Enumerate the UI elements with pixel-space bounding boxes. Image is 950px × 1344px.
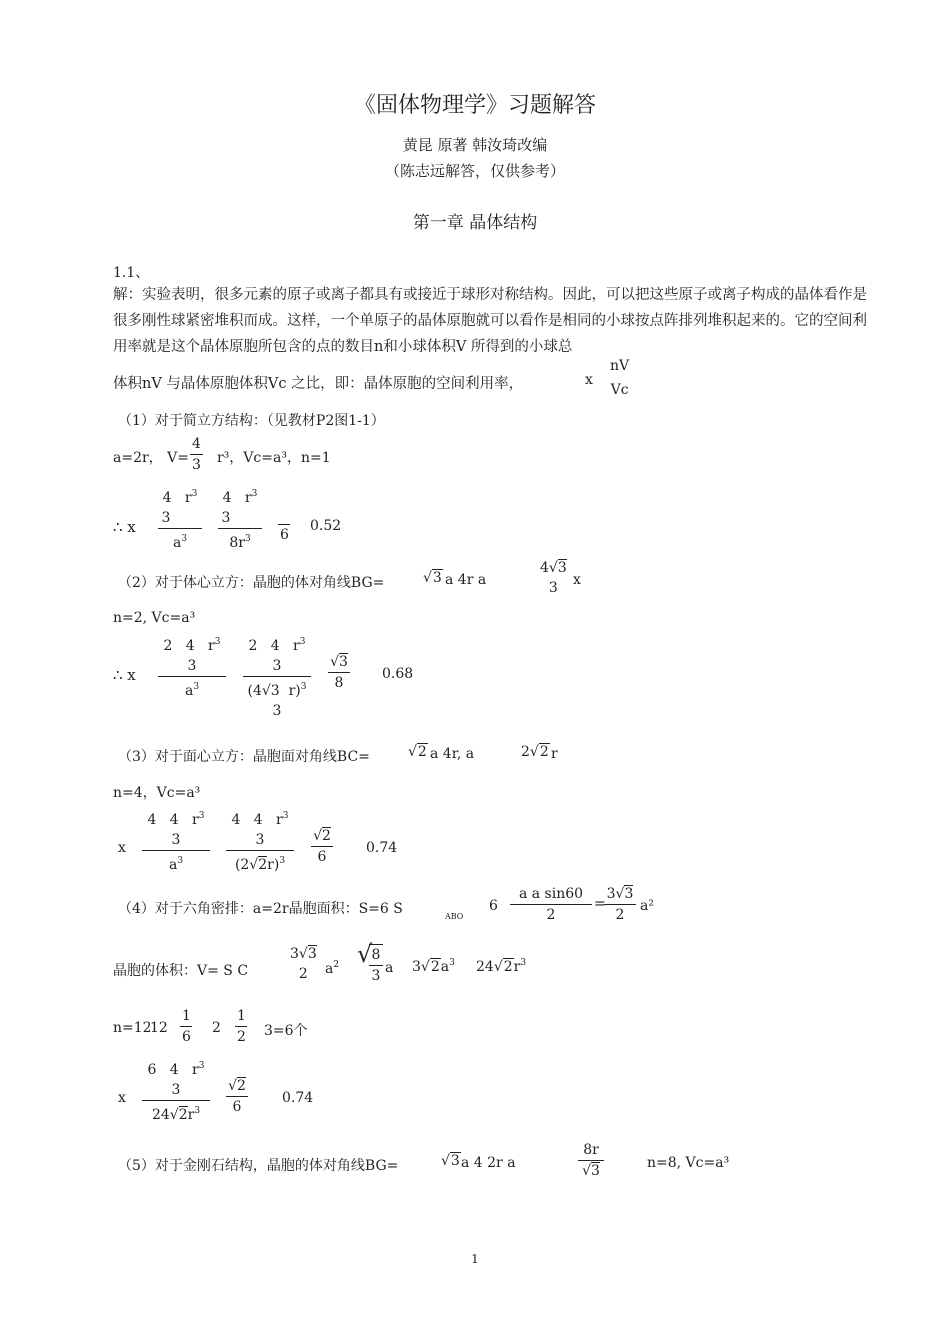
hcp-frac1-num: a a sin60 bbox=[518, 886, 584, 902]
hcp-n-d: 3=6个 bbox=[264, 1023, 308, 1039]
sc-frac3: 6 bbox=[278, 504, 291, 545]
hcp-six: 6 bbox=[489, 898, 498, 914]
hcp-heading: （4）对于六角密排：a=2r晶胞面积：S=6 S bbox=[118, 901, 403, 917]
bcc-frac3: √3 8 bbox=[328, 652, 350, 693]
bcc-heading: （2）对于体心立方：晶胞的体对角线BG= bbox=[118, 575, 385, 591]
hcp-one-half: 1 2 bbox=[237, 1008, 246, 1045]
numerator: nV bbox=[610, 358, 630, 374]
sc-frac1: 4 $r^3$ 3 $a^3$ bbox=[158, 484, 202, 553]
hcp-frac-final1: 6 4 $r^3$ 3 $24√2r^3$ bbox=[142, 1056, 210, 1125]
sc-line1a: a=2r， V= bbox=[113, 450, 189, 466]
hcp-one-sixth: 1 6 bbox=[182, 1008, 191, 1045]
hcp-vol-a2: $a^2$ bbox=[325, 960, 340, 977]
hcp-3sqrt2a3: $3√2a^3$ bbox=[412, 958, 455, 975]
hcp-frac2: 3√3 2 bbox=[604, 884, 636, 925]
problem-intro: 解：实验表明，很多元素的原子或离子都具有或接近于球形对称结构。因此，可以把这些原子或离子构成的晶体看作是很多刚性球紧密堆积而成。这样，一个单原子的晶体原胞就可以看作是相同的小球按点阵排列堆积起来的。它的空间利用率就是这个晶体原胞所包含的点的数目n和小球体积V 所得到的小球总 bbox=[113, 287, 867, 355]
sc-result: 0.52 bbox=[310, 518, 342, 534]
sc-four-thirds: 4 3 bbox=[192, 436, 201, 473]
diamond-frac: 8r √3 bbox=[578, 1140, 604, 1181]
hcp-n-a: n=12 bbox=[113, 1020, 152, 1036]
document-title: 《固体物理学》习题解答 bbox=[353, 93, 596, 118]
sqrt2-fcc: √2 bbox=[408, 744, 427, 760]
bcc-frac1: 2 4 $r^3$ 3 $a^3$ bbox=[158, 632, 226, 701]
two-sqrt2: 2√2 bbox=[521, 744, 549, 760]
hcp-frac1 bbox=[510, 884, 592, 925]
fraction-nV-Vc bbox=[608, 356, 631, 400]
author-note: （陈志远解答，仅供参考） bbox=[384, 162, 565, 180]
bcc-n-line: n=2, Vc=a³ bbox=[113, 610, 196, 626]
hcp-frac1-den: 2 bbox=[546, 907, 556, 923]
denominator: Vc bbox=[610, 382, 629, 398]
hcp-n-c: 2 bbox=[212, 1020, 221, 1036]
hcp-eq: = bbox=[594, 896, 606, 912]
fcc-frac2: 4 4 $r^3$ 3 $(2√2r)^3$ bbox=[226, 806, 294, 875]
diamond-heading-b: a 4 2r a bbox=[461, 1155, 516, 1171]
authors-line: 黄昆 原著 韩汝琦改编 bbox=[402, 136, 548, 154]
problem-number: 1.1、 bbox=[113, 265, 150, 281]
sc-frac2: 4 $r^3$ 3 $8r^3$ bbox=[218, 484, 262, 553]
fcc-heading: （3）对于面心立方：晶胞面对角线BC= bbox=[118, 749, 370, 765]
bcc-frac2: 2 4 $r^3$ 3 (4√3 r)$^3$ 3 bbox=[243, 632, 311, 721]
sc-therefore: ∴ x bbox=[113, 518, 136, 536]
diamond-n-line: n=8, Vc=a³ bbox=[647, 1155, 730, 1171]
sc-heading: （1）对于简立方结构：（见教材P2图1-1） bbox=[118, 413, 385, 429]
hcp-a2: a² bbox=[640, 898, 654, 914]
page-number: 1 bbox=[471, 1252, 479, 1266]
bcc-result: 0.68 bbox=[382, 666, 414, 682]
hcp-24sqrt2r3: $24√2r^3$ bbox=[476, 958, 527, 975]
sqrt3-diamond: √3 bbox=[441, 1153, 460, 1169]
hcp-frac-final2: √2 6 bbox=[226, 1076, 248, 1117]
chapter-heading: 第一章 晶体结构 bbox=[412, 213, 538, 233]
hcp-vol-label: 晶胞的体积：V= S C bbox=[113, 963, 249, 979]
hcp-n-b: 12 bbox=[150, 1020, 168, 1036]
diamond-heading: （5）对于金刚石结构，晶胞的体对角线BG= bbox=[118, 1158, 399, 1174]
hcp-x: x bbox=[118, 1090, 126, 1106]
bcc-x: x bbox=[573, 572, 581, 588]
fcc-heading-b: a 4r, a bbox=[430, 746, 475, 762]
hcp-vol-frac: 3√3 2 bbox=[290, 946, 317, 982]
sc-line1b: r³，Vc=a³，n=1 bbox=[217, 450, 331, 466]
hcp-result: 0.74 bbox=[282, 1090, 314, 1106]
bcc-therefore: ∴ x bbox=[113, 666, 136, 684]
hcp-sub-abo: ABO bbox=[445, 912, 464, 921]
bcc-frac-4sqrt3-3: 4√3 3 bbox=[540, 560, 567, 596]
bcc-heading-b: a 4r a bbox=[445, 572, 487, 588]
fcc-result: 0.74 bbox=[366, 840, 398, 856]
intro-end: 体积nV 与晶体原胞体积Vc 之比，即：晶体原胞的空间利用率， bbox=[113, 376, 524, 392]
sqrt3-bcc: √3 bbox=[423, 570, 442, 586]
fcc-x: x bbox=[118, 840, 126, 856]
hcp-8-3: 8 3 bbox=[369, 944, 383, 986]
hcp-vol-a: a bbox=[385, 960, 394, 976]
fcc-frac3: √2 6 bbox=[311, 826, 333, 867]
x-symbol: x bbox=[585, 372, 593, 388]
hcp-sqrt-8-3: √ bbox=[357, 940, 373, 968]
fcc-heading-c: r bbox=[551, 746, 558, 762]
fcc-frac1: 4 4 $r^3$ 3 $a^3$ bbox=[142, 806, 210, 875]
fcc-n-line: n=4，Vc=a³ bbox=[113, 785, 201, 801]
